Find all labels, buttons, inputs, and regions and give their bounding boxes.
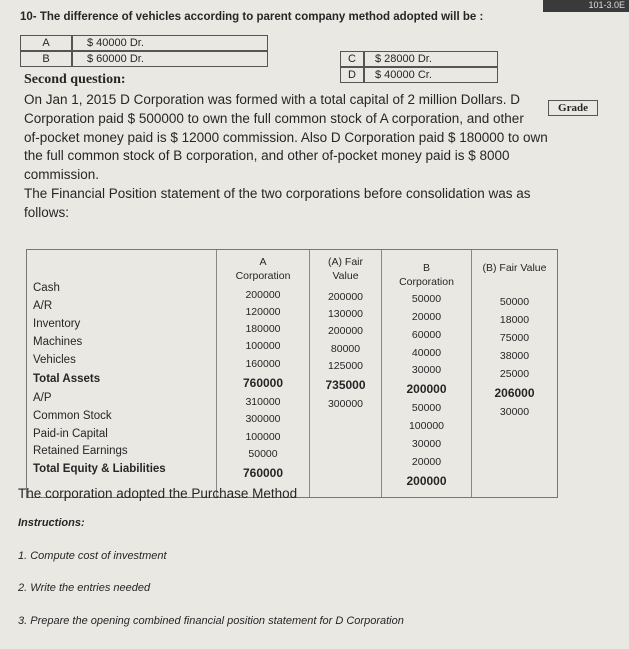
q10-option-a-value: $ 40000 Dr. [72, 35, 268, 51]
cell-a-total: 760000 [242, 466, 284, 480]
corner-code: 101-3.0E [543, 0, 629, 12]
cell-bfv: 18000 [499, 314, 530, 326]
table-divider [309, 250, 310, 497]
row-label-ap: A/P [33, 392, 52, 404]
cell-a: 50000 [248, 448, 278, 460]
q10-option-b-letter: B [20, 51, 72, 67]
cell-bfv: 25000 [499, 368, 530, 380]
cell-b-total: 200000 [406, 474, 447, 488]
cell-b: 20000 [411, 456, 442, 468]
financial-position-table [26, 249, 558, 498]
cell-b: 100000 [408, 420, 445, 432]
grade-box: Grade [548, 100, 598, 116]
row-label-common-stock: Common Stock [33, 410, 112, 422]
q10-option-d-letter: D [340, 67, 364, 83]
cell-afv: 200000 [327, 291, 364, 303]
cell-a: 100000 [245, 431, 281, 443]
cell-b-total: 200000 [406, 382, 447, 396]
row-label-machines: Machines [33, 336, 83, 348]
cell-b: 30000 [411, 364, 442, 376]
row-label-retained-earnings: Retained Earnings [33, 445, 128, 457]
paragraph-line-4: the full common stock of B corporation, and other of-pocket money paid is $ 8000 [24, 148, 510, 163]
cell-bfv: 38000 [499, 350, 530, 362]
q10-option-c-letter: C [340, 51, 364, 67]
header-bfv: (B) Fair Value [482, 262, 547, 274]
cell-a: 200000 [245, 289, 281, 301]
instruction-item: 3. Prepare the opening combined financial position statement for D Corporation [18, 615, 404, 627]
method-note: The corporation adopted the Purchase Method [18, 486, 298, 501]
cell-bfv: 30000 [499, 406, 530, 418]
row-label-ar: A/R [33, 300, 53, 312]
cell-a: 160000 [245, 358, 281, 370]
paragraph-line-7: follows: [24, 205, 70, 220]
cell-afv: 125000 [327, 360, 364, 372]
header-b-line1: B [422, 262, 430, 274]
cell-afv: 80000 [330, 343, 361, 355]
paragraph-line-2: Corporation paid $ 500000 to own the full common stock of A corporation, and other [24, 111, 524, 126]
header-a-line2: Corporation [235, 270, 291, 282]
cell-a: 100000 [245, 340, 281, 352]
second-question-heading: Second question: [24, 72, 126, 87]
row-label-total-assets: Total Assets [33, 373, 101, 385]
paragraph-line-6: The Financial Position statement of the two corporations before consolidation was as [24, 186, 531, 201]
cell-b: 50000 [411, 293, 442, 305]
instruction-item: 1. Compute cost of investment [18, 550, 167, 562]
q10-option-b-value: $ 60000 Dr. [72, 51, 268, 67]
cell-b: 60000 [411, 329, 442, 341]
row-label-paid-in-capital: Paid-in Capital [33, 428, 108, 440]
cell-a: 180000 [245, 323, 281, 335]
cell-a: 300000 [245, 413, 281, 425]
paragraph-line-3: of-pocket money paid is $ 12000 commission. Also D Corporation paid $ 180000 to own [24, 130, 548, 145]
q10-option-c-value: $ 28000 Dr. [364, 51, 498, 67]
cell-b: 30000 [411, 438, 442, 450]
header-a-line1: A [259, 256, 267, 268]
instruction-item: 2. Write the entries needed [18, 582, 151, 594]
cell-afv-total: 735000 [325, 378, 366, 392]
header-b-line2: Corporation [399, 276, 454, 288]
cell-a: 310000 [245, 396, 281, 408]
instructions-title: Instructions: [18, 517, 85, 529]
cell-bfv-total: 206000 [494, 386, 535, 400]
q10-title: 10- The difference of vehicles according to parent company method adopted will be : [20, 11, 484, 23]
cell-afv: 130000 [327, 308, 364, 320]
row-label-vehicles: Vehicles [33, 354, 76, 366]
q10-option-a-letter: A [20, 35, 72, 51]
cell-a-total: 760000 [242, 376, 284, 390]
row-label-inventory: Inventory [33, 318, 81, 330]
cell-b: 40000 [411, 347, 442, 359]
cell-a: 120000 [245, 306, 281, 318]
cell-b: 50000 [411, 402, 442, 414]
cell-bfv: 75000 [499, 332, 530, 344]
row-label-cash: Cash [33, 282, 60, 294]
header-afv-line1: (A) Fair [328, 256, 363, 268]
cell-b: 20000 [411, 311, 442, 323]
row-label-total-equity: Total Equity & Liabilities [33, 463, 166, 475]
paragraph-line-5: commission. [24, 167, 100, 182]
cell-afv: 200000 [327, 325, 364, 337]
paragraph-line-1: On Jan 1, 2015 D Corporation was formed with a total capital of 2 million Dollars. D [24, 92, 520, 107]
cell-bfv: 50000 [499, 296, 530, 308]
header-afv-line2: Value [332, 270, 359, 282]
q10-option-d-value: $ 40000 Cr. [364, 67, 498, 83]
cell-afv: 300000 [327, 398, 364, 410]
